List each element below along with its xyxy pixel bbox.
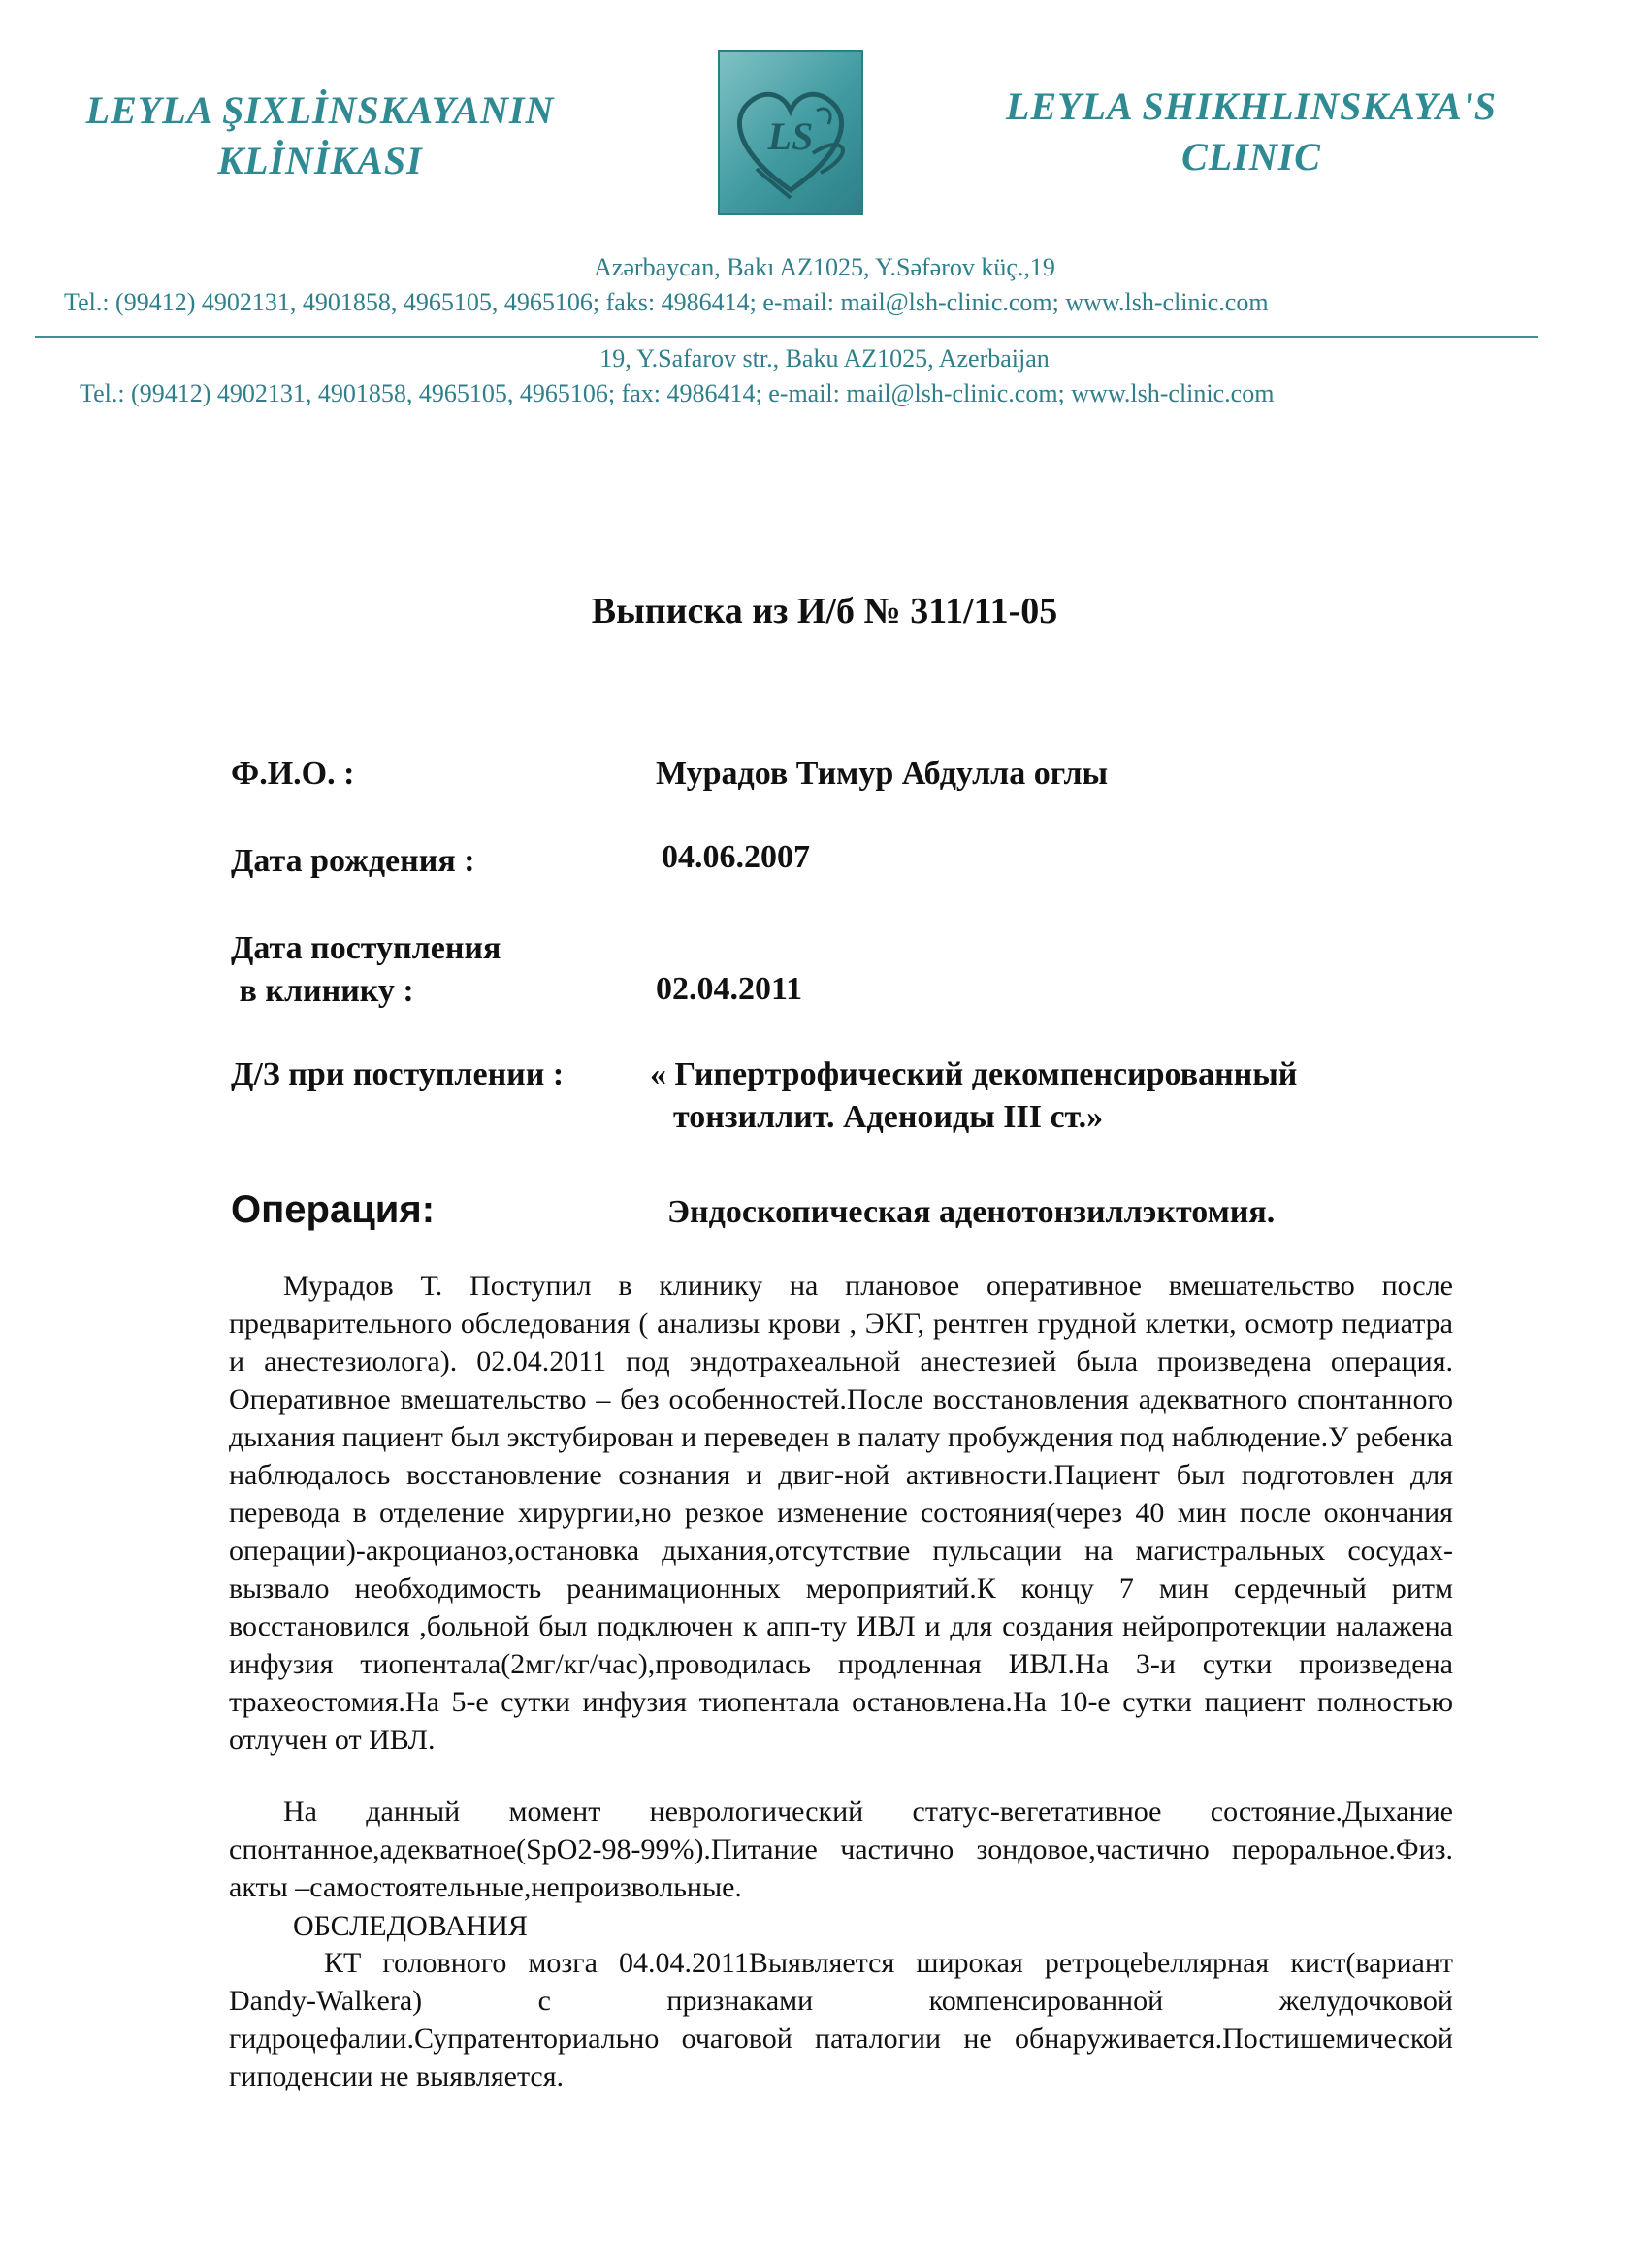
dob-value: 04.06.2007 [662,839,810,875]
document-title: Выписка из И/б № 311/11-05 [591,591,1058,632]
clinic-name-az-line2: KLİNİKASI [217,139,423,182]
diagnosis-value-line1: « Гипертрофический декомпенсированный [650,1056,1298,1092]
logo-monogram: LS [767,114,814,158]
ct-findings-paragraph: КТ головного мозга 04.04.2011Выявляется широкая ретроцеbеллярная кист(вариант Dandy-Walkera) с признаками компенсированной желудочковой гидроцефалии.Супратенториально очаговой паталогии не обнаруживается.Постишемической гиподенсии не выявляется. [229,1947,1453,2092]
examinations-heading: ОБСЛЕДОВАНИЯ [293,1910,528,1942]
diagnosis-label: Д/З при поступлении : [231,1056,565,1092]
dob-label: Дата рождения : [231,843,475,879]
clinic-name-en [960,81,1542,182]
contacts-en: Tel.: (99412) 4902131, 4901858, 4965105, 4965106; fax: 4986414; e-mail: mail@lsh-clinic.com; www.lsh-clinic.com [80,379,1275,407]
clinical-course-paragraph: Мурадов Т. Поступил в клинику на плановое оперативное вмешательство после предварительного обследования ( анализы крови , ЭКГ, рентген грудной клетки, осмотр педиатра и анестезиолога). 02.04.2011 под эндотрахеальной анестезией была произведена операция. Оперативное вмешательство – без особенностей.После восстановления адекватного спонтанного дыхания пациент был экстубирован и переведен в палату пробуждения под наблюдение.У ребенка наблюдалось восстановление сознания и двиг-ной активности.Пациент был подготовлен для перевода в отделение хирургии,но резкое изменение состояния(через 40 мин после окончания операции)-акроцианоз,остановка дыхания,отсутствие пульсации на магистральных сосудах-вызвало необходимость реанимационных мероприятий.К концу 7 мин сердечный ритм восстановился ,больной был подключен к апп-ту ИВЛ и для создания нейропротекции налажена инфузия тиопентала(2мг/кг/час),проводилась продленная ИВЛ.На 3-и сутки произведена трахеостомия.На 5-е сутки инфузия тиопентала остановлена.На 10-е сутки пациент полностью отлучен от ИВЛ. [229,1270,1453,1756]
clinic-name-en-line1: LEYLA SHIKHLINSKAYA'S [1006,84,1497,128]
operation-value: Эндоскопическая аденотонзиллэктомия. [667,1194,1276,1230]
address-az: Azərbaycan, Bakı AZ1025, Y.Səfərov küç.,19 [594,253,1055,281]
contacts-az: Tel.: (99412) 4902131, 4901858, 4965105, 4965106; faks: 4986414; e-mail: mail@lsh-clinic.com; www.lsh-clinic.com [64,288,1269,316]
fio-label: Ф.И.О. : [231,756,355,792]
heart-hand-logo-icon [720,52,861,213]
clinic-name-en-line2: CLINIC [1181,135,1321,178]
address-en: 19, Y.Safarov str., Baku AZ1025, Azerbaijan [599,344,1050,373]
clinic-logo [718,50,863,215]
diagnosis-value-line2: тонзиллит. Аденоиды III ст.» [673,1099,1104,1135]
operation-label: Операция: [231,1188,436,1231]
current-status-paragraph: На данный момент неврологический статус-вегетативное состояние.Дыхание спонтанное,адекватное(SpO2-98-99%).Питание частично зондовое,частично пероральное.Физ. акты –самостоятельные,непроизвольные. [229,1796,1453,1903]
clinic-name-az [48,85,592,186]
admission-label-line2: в клинику : [231,973,414,1009]
header-divider [35,336,1538,338]
fio-value: Мурадов Тимур Абдулла оглы [656,756,1109,792]
clinic-name-az-line1: LEYLA ŞIXLİNSKAYANIN [85,88,555,132]
admission-value: 02.04.2011 [656,971,803,1007]
admission-label-line1: Дата поступления [231,930,501,966]
